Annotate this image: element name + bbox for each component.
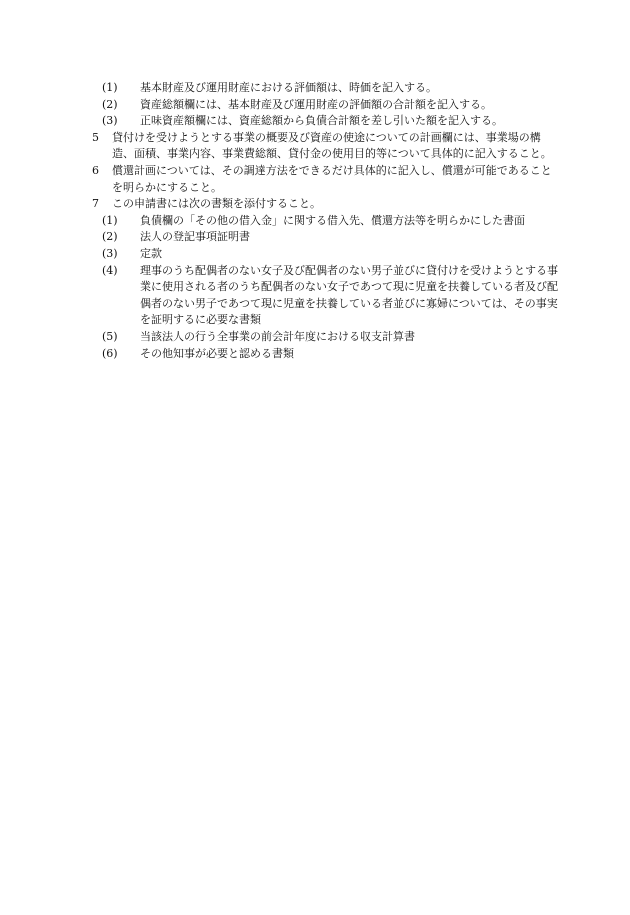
item-text: 法人の登記事項証明書 — [140, 230, 250, 244]
item-number: (1) — [102, 213, 118, 227]
item-number: (2) — [102, 230, 118, 244]
item-text: 理事のうち配偶者のない女子及び配偶者のない男子並びに貸付けを受けようとする事業に使用される者のうち配偶者のない女子であつて現に児童を扶養している者及び配偶者のない男子であつて現に児童を扶養している者並びに寡婦については、その事実を証明するに必要な書類 — [140, 263, 558, 327]
attachment-item-5 — [92, 329, 560, 346]
item-text: 当該法人の行う全事業の前会計年度における収支計算書 — [140, 329, 415, 343]
list-item-intro-2 — [92, 97, 560, 114]
attachment-item-4 — [92, 263, 560, 329]
item-number: (1) — [102, 81, 118, 94]
attachment-item-3 — [92, 246, 560, 263]
list-item-5 — [92, 130, 560, 163]
item-number: 6 — [92, 163, 99, 177]
item-text: 正味資産額欄には、資産総額から負債合計額を差し引いた額を記入する。 — [140, 114, 503, 128]
item-text: 基本財産及び運用財産における評価額は、時価を記入する。 — [140, 81, 437, 94]
item-text: 負債欄の「その他の借入金」に関する借入先、償還方法等を明らかにした書面 — [140, 213, 525, 227]
item-text: この申請書には次の書類を添付すること。 — [112, 197, 321, 211]
list-item-intro-3 — [92, 113, 560, 130]
item-number: 5 — [92, 130, 99, 144]
item-text: その他知事が必要と認める書類 — [140, 346, 294, 360]
document-body — [92, 80, 560, 362]
attachment-item-2 — [92, 229, 560, 246]
attachment-item-6 — [92, 346, 560, 363]
list-item-6 — [92, 163, 560, 196]
item-text: 貸付けを受けようとする事業の概要及び資産の使途についての計画欄には、事業場の構造、面積、事業内容、事業費総額、貸付金の使用目的等について具体的に記入すること。 — [112, 130, 552, 161]
item-number: (2) — [102, 97, 118, 111]
item-text: 償還計画については、その調達方法をできるだけ具体的に記入し、償還が可能であることを明らかにすること。 — [112, 163, 552, 194]
item-number: (3) — [102, 246, 118, 260]
item-number: 7 — [92, 197, 99, 211]
attachment-item-1 — [92, 213, 560, 230]
item-text: 定款 — [140, 246, 162, 260]
item-number: (6) — [102, 346, 118, 360]
item-number: (5) — [102, 329, 118, 343]
item-number: (3) — [102, 114, 118, 128]
item-text: 資産総額欄には、基本財産及び運用財産の評価額の合計額を記入する。 — [140, 97, 492, 111]
list-item-7 — [92, 196, 560, 213]
list-item-intro-1 — [92, 80, 560, 97]
item-number: (4) — [102, 263, 118, 277]
